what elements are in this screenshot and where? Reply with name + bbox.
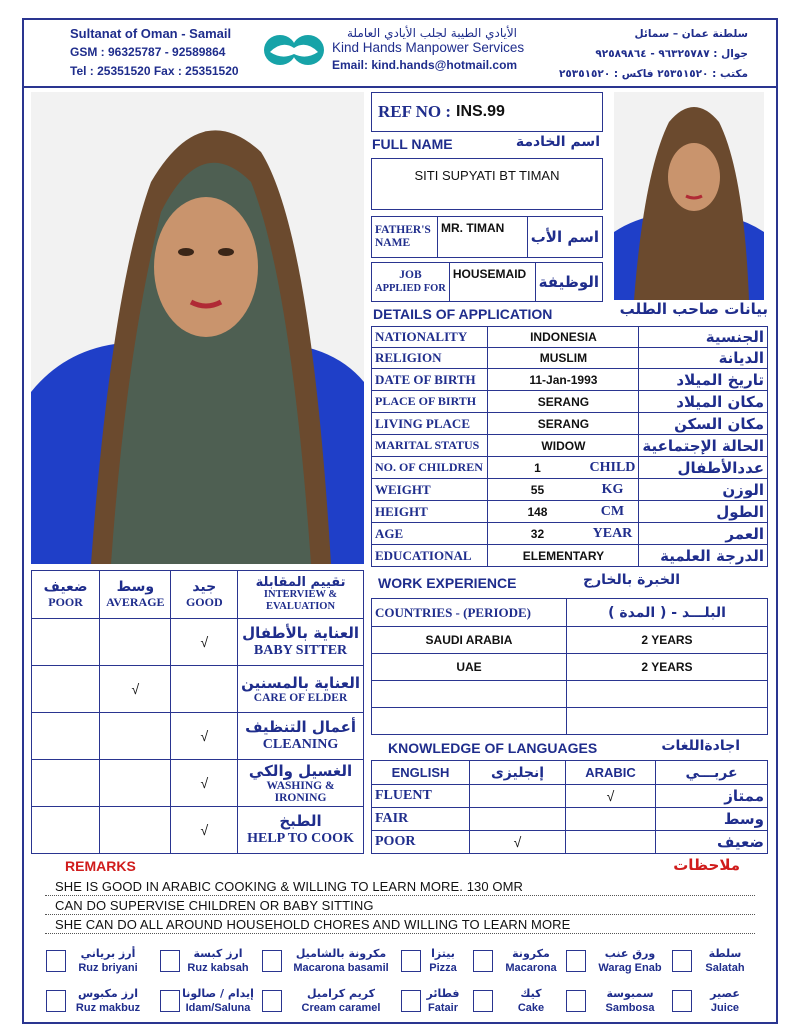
- eval-skill-cell: [238, 760, 364, 807]
- header-tel: Tel : 25351520 Fax : 25351520: [70, 64, 239, 78]
- eval-poor-mark: [32, 807, 100, 854]
- details-value: SERANG: [488, 391, 639, 413]
- father-value-cell: [438, 217, 528, 258]
- eval-header-average-ar: وسط: [116, 579, 155, 595]
- food-label: [68, 986, 148, 1016]
- language-row: [372, 785, 768, 808]
- details-row: [372, 391, 768, 413]
- job-label-ar: الوظيفة: [535, 263, 602, 302]
- evaluation-row: [32, 760, 364, 807]
- food-name-ar: كيك: [520, 987, 542, 1000]
- details-row: [372, 523, 768, 545]
- eval-header-good-ar: جيد: [192, 579, 217, 595]
- details-label-ar: تاريخ الميلاد: [639, 369, 768, 391]
- food-checkbox[interactable]: [473, 990, 493, 1012]
- lang-english-ar: إنجليزى: [470, 761, 566, 785]
- full-name-box: [371, 158, 603, 210]
- details-table: [371, 326, 768, 567]
- details-row: [372, 348, 768, 369]
- job-label-1: JOB: [399, 269, 422, 281]
- details-value: 148: [488, 501, 587, 523]
- food-checkbox[interactable]: [46, 990, 66, 1012]
- evaluation-row: [32, 713, 364, 760]
- eval-good-mark: √: [171, 760, 238, 807]
- applicant-photo-large: [31, 92, 364, 564]
- work-country: SAUDI ARABIA: [372, 627, 567, 654]
- food-name-en: Macarona: [505, 962, 557, 974]
- work-title: WORK EXPERIENCE: [378, 575, 517, 591]
- eval-skill-en: WASHING & IRONING: [266, 779, 335, 804]
- eval-skill-en: BABY SITTER: [253, 643, 348, 658]
- work-row: [372, 708, 768, 735]
- details-value: ELEMENTARY: [488, 545, 639, 567]
- language-level-ar: وسط: [656, 808, 768, 831]
- food-checkbox[interactable]: [566, 990, 586, 1012]
- evaluation-row: [32, 619, 364, 666]
- food-label: [590, 946, 670, 976]
- eval-header-interview-ar: تقييم المقابلة: [255, 574, 346, 590]
- details-unit: CHILD: [587, 457, 639, 479]
- details-title: DETAILS OF APPLICATION: [373, 306, 553, 322]
- details-value: 1: [488, 457, 587, 479]
- details-label: AGE: [372, 523, 488, 545]
- header-mobile-ar: جوال : ٩٦٣٢٥٧٨٧ - ٩٢٥٨٩٨٦٤: [595, 48, 748, 60]
- eval-header-poor-en: POOR: [48, 595, 83, 609]
- remark-divider-2: [45, 914, 755, 915]
- work-country: [372, 708, 567, 735]
- food-name-ar: سمبوسة: [606, 987, 654, 1000]
- company-email: Email: kind.hands@hotmail.com: [332, 58, 518, 72]
- details-label: EDUCATIONAL: [372, 545, 488, 567]
- remark-line-2: CAN DO SUPERVISE CHILDREN OR BABY SITTING: [55, 898, 374, 913]
- language-arabic-mark: [566, 808, 656, 831]
- food-name-ar: مكرونة: [512, 947, 550, 960]
- food-name-ar: إيدام / صالونا: [182, 987, 254, 1000]
- food-name-en: Pizza: [429, 962, 457, 974]
- food-name-en: Ruz kabsah: [187, 962, 249, 974]
- header-office-ar: مكتب : ٢٥٣٥١٥٢٠ فاكس : ٢٥٣٥١٥٢٠: [558, 68, 748, 80]
- details-label-ar: الدرجة العلمية: [639, 545, 768, 567]
- work-row: [372, 627, 768, 654]
- full-name-label: FULL NAME: [372, 136, 453, 152]
- eval-good-mark: √: [171, 619, 238, 666]
- details-value: INDONESIA: [488, 327, 639, 348]
- food-name-en: Cake: [517, 1002, 545, 1014]
- language-row: [372, 808, 768, 831]
- language-level-ar: ممتاز: [656, 785, 768, 808]
- food-label: [590, 986, 670, 1016]
- eval-skill-cell: [238, 619, 364, 666]
- details-row: [372, 413, 768, 435]
- food-name-en: Sambosa: [605, 1002, 655, 1014]
- eval-average-mark: [100, 619, 171, 666]
- food-checkbox[interactable]: [473, 950, 493, 972]
- remark-line-3: SHE CAN DO ALL AROUND HOUSEHOLD CHORES AND WILLING TO LEARN MORE: [55, 917, 571, 932]
- food-checkbox[interactable]: [672, 990, 692, 1012]
- details-label-ar: الجنسية: [639, 327, 768, 348]
- food-checkbox[interactable]: [46, 950, 66, 972]
- eval-skill-cell: [238, 713, 364, 760]
- eval-header-good-en: GOOD: [185, 595, 223, 609]
- food-label: [178, 946, 258, 976]
- details-row: [372, 435, 768, 457]
- details-label: DATE OF BIRTH: [372, 369, 488, 391]
- company-block: [332, 26, 532, 72]
- food-name-ar: ارز مكبوس: [77, 987, 139, 1000]
- food-name-en: Ruz makbuz: [75, 1002, 141, 1014]
- header-divider: [22, 86, 778, 88]
- eval-average-mark: [100, 713, 171, 760]
- evaluation-row: [32, 807, 364, 854]
- eval-good-mark: √: [171, 807, 238, 854]
- eval-header-poor: [32, 571, 100, 619]
- eval-poor-mark: [32, 713, 100, 760]
- details-value: 11-Jan-1993: [488, 369, 639, 391]
- father-value: MR. TIMAN: [441, 221, 505, 235]
- eval-skill-cell: [238, 666, 364, 713]
- food-label: [496, 986, 566, 1016]
- languages-title: KNOWLEDGE OF LANGUAGES: [388, 740, 598, 756]
- language-arabic-mark: √: [566, 785, 656, 808]
- language-level: FLUENT: [372, 785, 470, 808]
- food-name-en: Fatair: [428, 1002, 458, 1014]
- eval-skill-ar: الطبخ: [279, 812, 322, 830]
- language-english-mark: [470, 808, 566, 831]
- details-label-ar: مكان الميلاد: [639, 391, 768, 413]
- food-label: [286, 946, 396, 976]
- eval-skill-ar: العناية بالأطفال: [242, 624, 360, 642]
- languages-table: [371, 760, 768, 854]
- eval-good-mark: [171, 666, 238, 713]
- father-label-1: FATHER'S: [375, 224, 431, 236]
- eval-skill-en: CLEANING: [262, 737, 339, 752]
- food-name-ar: مكرونة بالشاميل: [295, 947, 387, 960]
- eval-header-poor-ar: ضعيف: [43, 579, 88, 595]
- food-name-ar: سلطة: [708, 947, 742, 960]
- evaluation-row: [32, 666, 364, 713]
- food-checkbox[interactable]: [401, 950, 421, 972]
- details-unit: YEAR: [587, 523, 639, 545]
- work-header-row: [372, 599, 768, 627]
- languages-header-row: [372, 761, 768, 785]
- details-label-ar: الحالة الإجتماعية: [639, 435, 768, 457]
- eval-header-good: [171, 571, 238, 619]
- header-gsm: GSM : 96325787 - 92589864: [70, 45, 226, 59]
- details-label: MARITAL STATUS: [372, 435, 488, 457]
- food-name-en: Cream caramel: [301, 1002, 381, 1014]
- food-name-en: Juice: [710, 1002, 740, 1014]
- ref-label: REF NO :: [378, 102, 452, 121]
- details-label-ar: عددالأطفال: [639, 457, 768, 479]
- evaluation-table: [31, 570, 364, 854]
- header-location-ar: سلطنة عمان – سمائل: [634, 28, 748, 40]
- details-row: [372, 479, 768, 501]
- remarks-title-ar: ملاحظات: [673, 856, 740, 874]
- evaluation-header-row: [32, 571, 364, 619]
- full-name-value: SITI SUPYATI BT TIMAN: [414, 168, 560, 183]
- eval-average-mark: [100, 807, 171, 854]
- food-name-ar: بيتزا: [431, 947, 455, 960]
- work-col-en: COUNTRIES - (PERIODE): [372, 599, 567, 627]
- details-label: WEIGHT: [372, 479, 488, 501]
- remark-divider-1: [45, 895, 755, 896]
- details-label-ar: الديانة: [639, 348, 768, 369]
- work-row: [372, 681, 768, 708]
- language-level-ar: ضعيف: [656, 831, 768, 854]
- work-country: [372, 681, 567, 708]
- company-name-ar: الأيادي الطيبة لجلب الأيادي العاملة: [346, 26, 517, 40]
- father-label: [372, 217, 438, 258]
- details-value: 32: [488, 523, 587, 545]
- food-name-ar: أرز برياني: [80, 947, 136, 960]
- food-checkbox[interactable]: [566, 950, 586, 972]
- languages-title-ar: اجادةاللغات: [661, 738, 740, 754]
- details-label: LIVING PLACE: [372, 413, 488, 435]
- work-period: [567, 681, 768, 708]
- food-label: [700, 986, 750, 1016]
- language-arabic-mark: [566, 831, 656, 854]
- header-left: [70, 24, 260, 81]
- food-label: [420, 946, 466, 976]
- food-label: [68, 946, 148, 976]
- job-value-cell: [449, 263, 535, 302]
- language-english-mark: √: [470, 831, 566, 854]
- food-label: [420, 986, 466, 1016]
- details-unit: KG: [587, 479, 639, 501]
- food-name-ar: عصير: [710, 987, 740, 1000]
- eval-header-interview: [238, 571, 364, 619]
- job-table: [371, 262, 603, 302]
- work-table: [371, 598, 768, 735]
- eval-header-average: [100, 571, 171, 619]
- eval-skill-en: CARE OF ELDER: [253, 691, 348, 704]
- language-english-mark: [470, 785, 566, 808]
- food-name-en: Salatah: [705, 962, 745, 974]
- food-name-ar: فطائر: [426, 987, 460, 1000]
- details-value: WIDOW: [488, 435, 639, 457]
- food-label: [700, 946, 750, 976]
- food-name-en: Ruz briyani: [78, 962, 138, 974]
- food-checkbox[interactable]: [401, 990, 421, 1012]
- details-row: [372, 501, 768, 523]
- eval-poor-mark: [32, 619, 100, 666]
- food-name-ar: كريم كراميل: [307, 987, 375, 1000]
- details-label: HEIGHT: [372, 501, 488, 523]
- details-value: 55: [488, 479, 587, 501]
- eval-poor-mark: [32, 666, 100, 713]
- language-level: FAIR: [372, 808, 470, 831]
- lang-arabic-ar: عربـــي: [656, 761, 768, 785]
- work-row: [372, 654, 768, 681]
- eval-average-mark: [100, 760, 171, 807]
- eval-skill-ar: العناية بالمسنين: [241, 673, 360, 692]
- food-label: [178, 986, 258, 1016]
- food-name-en: Macarona basamil: [293, 962, 389, 974]
- father-table: [371, 216, 603, 258]
- details-value: SERANG: [488, 413, 639, 435]
- food-name-en: Warag Enab: [598, 962, 662, 974]
- language-level: POOR: [372, 831, 470, 854]
- details-label: RELIGION: [372, 348, 488, 369]
- applicant-photo-small: [614, 92, 764, 300]
- father-label-2: NAME: [375, 237, 411, 249]
- eval-skill-ar: أعمال التنظيف: [245, 718, 356, 736]
- eval-header-interview-en: INTERVIEW & EVALUATION: [263, 588, 338, 612]
- food-checkbox[interactable]: [262, 950, 282, 972]
- work-country: UAE: [372, 654, 567, 681]
- lang-english: ENGLISH: [372, 761, 470, 785]
- details-label: NO. OF CHILDREN: [372, 457, 488, 479]
- eval-poor-mark: [32, 760, 100, 807]
- food-checkbox[interactable]: [160, 950, 180, 972]
- details-row: [372, 327, 768, 348]
- food-checkbox[interactable]: [262, 990, 282, 1012]
- details-row: [372, 545, 768, 567]
- details-label-ar: الوزن: [639, 479, 768, 501]
- header-location: Sultanat of Oman - Samail: [70, 26, 232, 41]
- work-title-ar: الخبرة بالخارج: [583, 572, 680, 588]
- job-value: HOUSEMAID: [452, 267, 527, 281]
- food-name-ar: ارز كبسة: [193, 947, 243, 960]
- eval-header-average-en: AVERAGE: [106, 595, 165, 609]
- details-label-ar: مكان السكن: [639, 413, 768, 435]
- full-name-label-ar: اسم الخادمة: [515, 134, 600, 150]
- father-label-ar: اسم الأب: [527, 217, 602, 258]
- work-period: 2 YEARS: [567, 627, 768, 654]
- language-row: [372, 831, 768, 854]
- details-label-ar: العمر: [639, 523, 768, 545]
- details-row: [372, 369, 768, 391]
- details-label: PLACE OF BIRTH: [372, 391, 488, 413]
- job-label-2: APPLIED FOR: [375, 283, 446, 294]
- remark-line-1: SHE IS GOOD IN ARABIC COOKING & WILLING TO LEARN MORE. 130 OMR: [55, 879, 524, 894]
- details-unit: CM: [587, 501, 639, 523]
- job-label: [372, 263, 450, 302]
- details-label-ar: الطول: [639, 501, 768, 523]
- food-label: [286, 986, 396, 1016]
- food-name-ar: ورق عنب: [604, 947, 656, 960]
- lang-arabic: ARABIC: [566, 761, 656, 785]
- work-period: 2 YEARS: [567, 654, 768, 681]
- details-label: NATIONALITY: [372, 327, 488, 348]
- food-checkbox[interactable]: [160, 990, 180, 1012]
- applicant-header-ar: بيانات صاحب الطلب: [619, 300, 768, 318]
- company-logo: [262, 32, 326, 68]
- header-right: [548, 24, 748, 84]
- details-row: [372, 457, 768, 479]
- eval-skill-en: HELP TO COOK: [247, 831, 354, 846]
- food-name-en: Idam/Saluna: [185, 1002, 251, 1014]
- company-name-en: Kind Hands Manpower Services: [332, 40, 525, 55]
- work-col-ar: البلـــد - ( المدة ): [567, 599, 768, 627]
- work-period: [567, 708, 768, 735]
- ref-value: INS.99: [456, 103, 505, 120]
- eval-average-mark: √: [100, 666, 171, 713]
- food-checkbox[interactable]: [672, 950, 692, 972]
- remarks-title: REMARKS: [65, 858, 136, 874]
- eval-skill-ar: الغسيل والكي: [248, 761, 353, 780]
- food-label: [496, 946, 566, 976]
- details-value: MUSLIM: [488, 348, 639, 369]
- eval-skill-cell: [238, 807, 364, 854]
- remark-divider-3: [45, 933, 755, 934]
- eval-good-mark: √: [171, 713, 238, 760]
